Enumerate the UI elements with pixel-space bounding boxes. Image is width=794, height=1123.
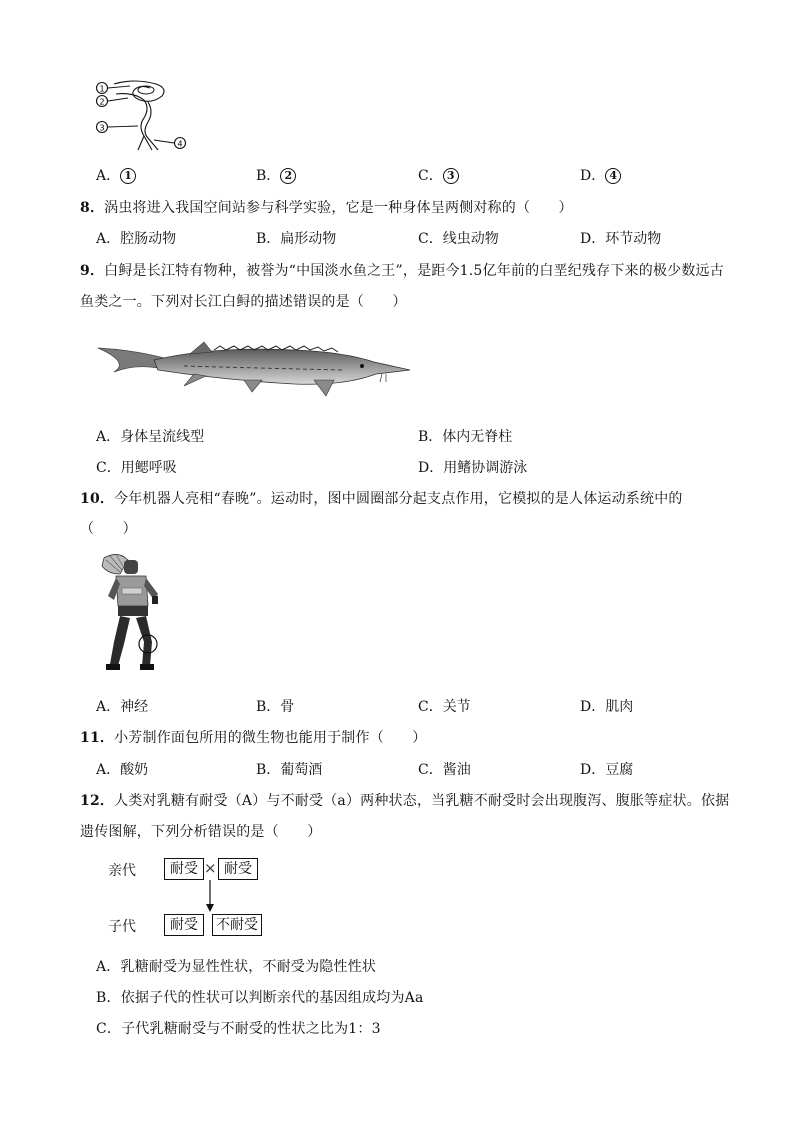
parent-right-box: 耐受: [218, 858, 258, 880]
question-number: 9．: [80, 263, 105, 279]
question-number: 12．: [80, 793, 115, 809]
q12-stem-line2: 遗传图解，下列分析错误的是（ ）: [80, 824, 322, 840]
q11-option-a[interactable]: A．酸奶: [96, 762, 149, 778]
q9-stem-line1: [80, 260, 724, 280]
q7-structure-figure: [94, 74, 194, 156]
q12-option-c[interactable]: C．子代乳糖耐受与不耐受的性状之比为1：3: [96, 1021, 381, 1037]
circled-number: 4: [605, 168, 621, 184]
question-text: 小芳制作面包所用的微生物也能用于制作（ ）: [114, 730, 427, 746]
q9-option-d[interactable]: D．用鳍协调游泳: [418, 460, 528, 476]
q8-option-a[interactable]: A．腔肠动物: [96, 231, 177, 247]
question-text: 人类对乳糖有耐受（A）与不耐受（a）两种状态，当乳糖不耐受时会出现腹泻、腹胀等症状。依据: [114, 793, 730, 809]
q11-option-c[interactable]: C．酱油: [418, 762, 471, 778]
q10-option-a[interactable]: A．神经: [96, 699, 149, 715]
q7-options: [0, 165, 794, 185]
svg-text:1: 1: [99, 84, 105, 94]
question-number: 11．: [80, 730, 115, 746]
q12-stem-line1: [80, 790, 729, 810]
offspring-generation-label: 子代: [108, 919, 136, 935]
q10-option-c[interactable]: C．关节: [418, 699, 471, 715]
svg-text:2: 2: [99, 97, 105, 107]
q10-option-d[interactable]: D．肌肉: [580, 699, 634, 715]
q9-stem-line2: 鱼类之一。下列对长江白鲟的描述错误的是（ ）: [80, 294, 407, 310]
svg-text:4: 4: [177, 139, 183, 149]
label-4: [175, 138, 186, 149]
q11-option-b[interactable]: B．葡萄酒: [256, 762, 323, 778]
question-number: 8．: [80, 200, 105, 216]
q8-option-c[interactable]: C．线虫动物: [418, 231, 499, 247]
q11-option-d[interactable]: D．豆腐: [580, 762, 634, 778]
q8-stem: [80, 197, 573, 217]
label-3: [97, 122, 108, 133]
question-text: 今年机器人亮相“春晚”。运动时，图中圆圈部分起支点作用，它模拟的是人体运动系统中的: [114, 491, 683, 507]
q10-stem-line1: [80, 488, 683, 508]
sturgeon-image: [94, 334, 412, 404]
offspring-right-box: 不耐受: [212, 914, 262, 936]
q10-options: [0, 696, 794, 716]
q7-option-a[interactable]: A． 1: [96, 165, 136, 185]
circled-number: 2: [280, 168, 296, 184]
q8-option-b[interactable]: B．扁形动物: [256, 231, 337, 247]
q7-option-c[interactable]: C． 3: [418, 165, 459, 185]
robot-image: [98, 552, 164, 680]
label-2: [97, 96, 108, 107]
q7-option-d[interactable]: D． 4: [580, 165, 621, 185]
q12-option-b[interactable]: B．依据子代的性状可以判断亲代的基因组成均为Aa: [96, 990, 424, 1006]
q9-option-b[interactable]: B．体内无脊柱: [418, 429, 513, 445]
q9-options-row1: [0, 426, 794, 446]
inheritance-arrow: [205, 880, 215, 914]
parent-generation-label: 亲代: [108, 863, 136, 879]
label-1: [97, 83, 108, 94]
circled-number: 3: [443, 168, 459, 184]
q11-stem: [80, 727, 427, 747]
question-text: 涡虫将进入我国空间站参与科学实验，它是一种身体呈两侧对称的（ ）: [104, 200, 573, 216]
question-number: 10．: [80, 491, 115, 507]
q11-options: [0, 759, 794, 779]
offspring-left-box: 耐受: [164, 914, 204, 936]
q12-option-a[interactable]: A．乳糖耐受为显性性状，不耐受为隐性性状: [96, 959, 377, 975]
cross-symbol: ×: [204, 859, 217, 877]
q8-options: [0, 228, 794, 248]
q9-option-a[interactable]: A．身体呈流线型: [96, 429, 205, 445]
parent-left-box: 耐受: [164, 858, 204, 880]
q10-stem-line2: （ ）: [80, 521, 137, 537]
q7-option-b[interactable]: B． 2: [256, 165, 296, 185]
q9-option-c[interactable]: C．用鳃呼吸: [96, 460, 177, 476]
svg-text:3: 3: [99, 123, 105, 133]
circled-number: 1: [120, 168, 136, 184]
q10-option-b[interactable]: B．骨: [256, 699, 295, 715]
q8-option-d[interactable]: D．环节动物: [580, 231, 662, 247]
question-text: 白鲟是长江特有物种，被誉为“中国淡水鱼之王”，是距今1.5亿年前的白垩纪残存下来的极少数远古: [104, 263, 724, 279]
q9-options-row2: [0, 457, 794, 477]
